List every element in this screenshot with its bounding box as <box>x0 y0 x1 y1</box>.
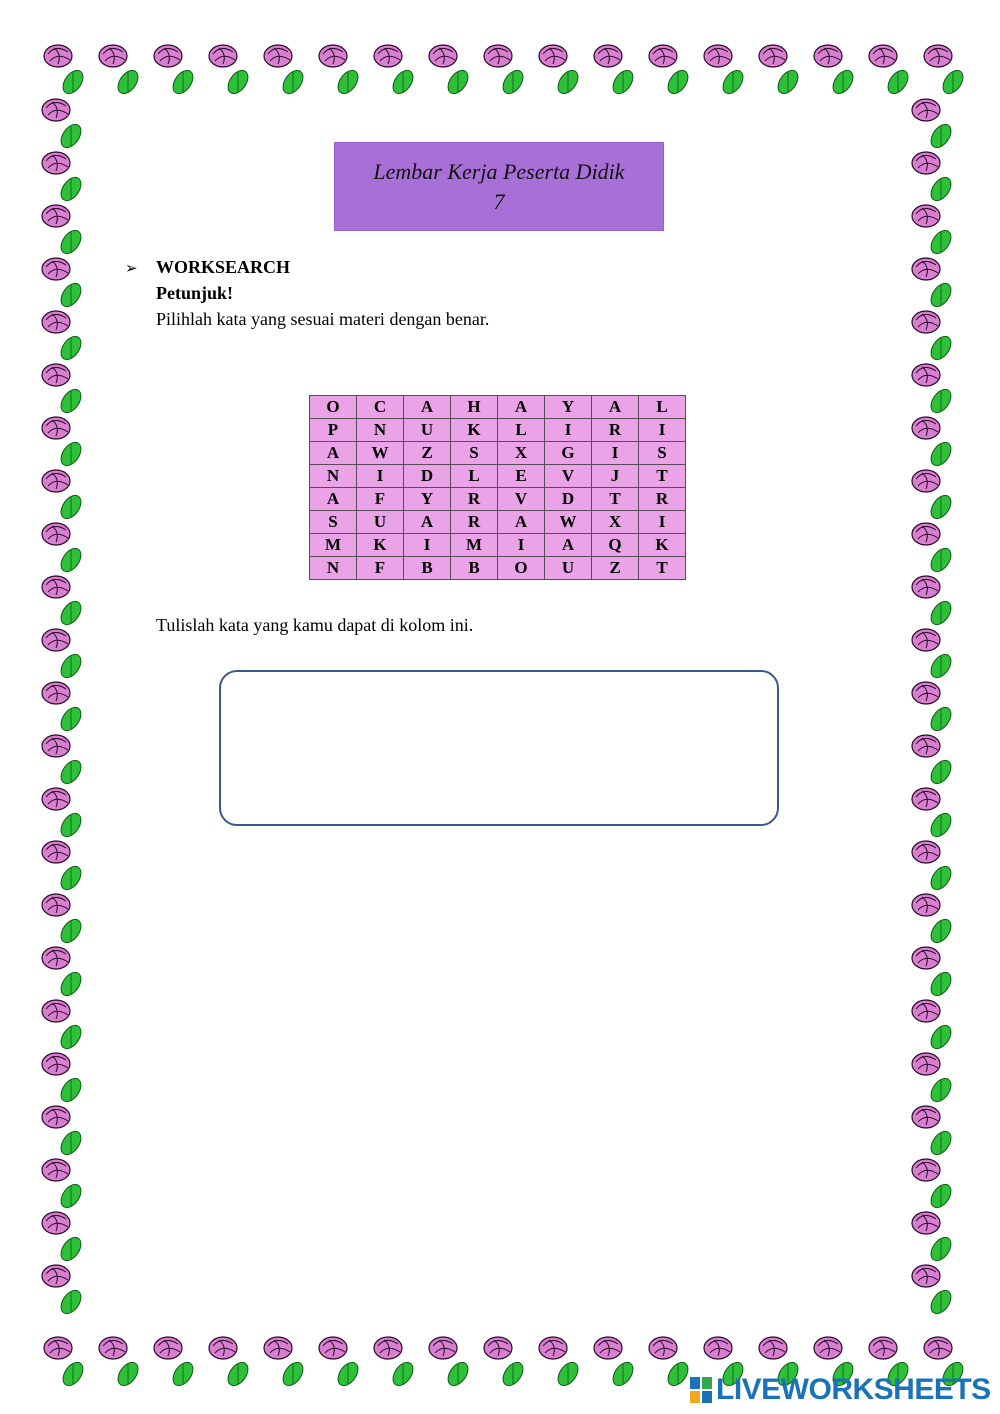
rose-icon <box>42 417 85 469</box>
grid-cell[interactable]: Y <box>545 396 592 419</box>
rose-icon <box>154 45 197 97</box>
brand-name: LIVEWORKSHEETS <box>716 1373 991 1406</box>
rose-icon <box>44 45 87 97</box>
grid-cell[interactable]: R <box>451 488 498 511</box>
rose-icon <box>42 1000 85 1052</box>
grid-cell[interactable]: U <box>357 511 404 534</box>
grid-row <box>310 534 686 557</box>
rose-icon <box>42 523 85 575</box>
rose-icon <box>912 205 955 257</box>
grid-cell[interactable]: M <box>310 534 357 557</box>
grid-cell[interactable]: A <box>498 396 545 419</box>
grid-cell[interactable]: H <box>451 396 498 419</box>
rose-icon <box>759 45 802 97</box>
rose-icon <box>42 788 85 840</box>
rose-icon <box>42 576 85 628</box>
grid-cell[interactable]: Q <box>592 534 639 557</box>
rose-icon <box>99 1337 142 1389</box>
grid-cell[interactable]: V <box>498 488 545 511</box>
rose-icon <box>42 947 85 999</box>
rose-icon <box>649 1337 692 1389</box>
grid-cell[interactable]: I <box>498 534 545 557</box>
rose-icon <box>912 1000 955 1052</box>
arrow-bullet-icon: ➢ <box>125 259 138 277</box>
rose-icon <box>42 311 85 363</box>
rose-icon <box>912 735 955 787</box>
grid-cell[interactable]: Y <box>404 488 451 511</box>
rose-icon <box>429 1337 472 1389</box>
grid-cell[interactable]: K <box>639 534 686 557</box>
grid-cell[interactable]: A <box>592 396 639 419</box>
rose-icon <box>924 45 967 97</box>
rose-icon <box>912 470 955 522</box>
rose-icon <box>484 1337 527 1389</box>
rose-icon <box>374 45 417 97</box>
rose-icon <box>209 1337 252 1389</box>
grid-cell[interactable]: X <box>592 511 639 534</box>
grid-cell[interactable]: I <box>639 511 686 534</box>
grid-cell[interactable]: V <box>545 465 592 488</box>
rose-icon <box>912 629 955 681</box>
grid-cell[interactable]: E <box>498 465 545 488</box>
grid-cell[interactable]: I <box>639 419 686 442</box>
rose-icon <box>869 45 912 97</box>
grid-row <box>310 442 686 465</box>
answer-prompt: Tulislah kata yang kamu dapat di kolom ini. <box>156 615 474 635</box>
rose-icon <box>912 1159 955 1211</box>
rose-icon <box>99 45 142 97</box>
grid-cell[interactable]: C <box>357 396 404 419</box>
rose-icon <box>319 1337 362 1389</box>
grid-cell[interactable]: L <box>639 396 686 419</box>
rose-icon <box>42 735 85 787</box>
rose-icon <box>42 1053 85 1105</box>
grid-cell[interactable]: O <box>498 557 545 580</box>
grid-cell[interactable]: W <box>545 511 592 534</box>
rose-icon <box>264 1337 307 1389</box>
rose-icon <box>42 1106 85 1158</box>
grid-row <box>310 465 686 488</box>
rose-icon <box>42 470 85 522</box>
grid-cell[interactable]: T <box>592 488 639 511</box>
grid-cell[interactable]: I <box>545 419 592 442</box>
grid-cell[interactable]: J <box>592 465 639 488</box>
grid-cell[interactable]: S <box>639 442 686 465</box>
rose-icon <box>154 1337 197 1389</box>
answer-box[interactable] <box>219 670 779 826</box>
section-heading: WORKSEARCH <box>156 257 291 277</box>
rose-icon <box>42 629 85 681</box>
grid-row <box>310 557 686 580</box>
grid-cell[interactable]: I <box>404 534 451 557</box>
grid-cell[interactable]: R <box>592 419 639 442</box>
liveworksheets-logo <box>690 1374 991 1406</box>
grid-cell[interactable]: D <box>404 465 451 488</box>
grid-cell[interactable]: T <box>639 465 686 488</box>
grid-cell[interactable]: O <box>310 396 357 419</box>
grid-cell[interactable]: B <box>404 557 451 580</box>
rose-icon <box>594 1337 637 1389</box>
grid-cell[interactable]: X <box>498 442 545 465</box>
rose-icon <box>42 1265 85 1317</box>
grid-cell[interactable]: A <box>404 511 451 534</box>
rose-icon <box>429 45 472 97</box>
worksheet-title-box <box>334 142 664 231</box>
rose-icon <box>42 99 85 151</box>
rose-icon <box>319 45 362 97</box>
rose-icon <box>912 364 955 416</box>
rose-icon <box>209 45 252 97</box>
worksheet-title: Lembar Kerja Peserta Didik <box>373 158 625 184</box>
rose-icon <box>912 947 955 999</box>
grid-row <box>310 511 686 534</box>
rose-icon <box>912 576 955 628</box>
grid-cell[interactable]: U <box>404 419 451 442</box>
grid-row <box>310 396 686 419</box>
grid-cell[interactable]: N <box>310 465 357 488</box>
rose-icon <box>912 311 955 363</box>
grid-row <box>310 419 686 442</box>
grid-cell[interactable]: N <box>357 419 404 442</box>
grid-cell[interactable]: S <box>310 511 357 534</box>
rose-icon <box>912 523 955 575</box>
grid-row <box>310 488 686 511</box>
instruction-text: Pilihlah kata yang sesuai materi dengan benar. <box>156 309 490 329</box>
rose-icon <box>42 258 85 310</box>
liveworksheets-logo-icon <box>690 1377 712 1403</box>
grid-cell[interactable]: S <box>451 442 498 465</box>
rose-icon <box>42 682 85 734</box>
rose-icon <box>912 788 955 840</box>
rose-icon <box>374 1337 417 1389</box>
grid-cell[interactable]: A <box>545 534 592 557</box>
rose-icon <box>42 152 85 204</box>
grid-cell[interactable]: A <box>310 488 357 511</box>
grid-cell[interactable]: R <box>639 488 686 511</box>
grid-cell[interactable]: L <box>451 465 498 488</box>
grid-cell[interactable]: I <box>592 442 639 465</box>
rose-icon <box>912 1053 955 1105</box>
rose-icon <box>912 417 955 469</box>
grid-cell[interactable]: K <box>451 419 498 442</box>
grid-cell[interactable]: I <box>357 465 404 488</box>
rose-icon <box>912 894 955 946</box>
grid-cell[interactable]: N <box>310 557 357 580</box>
rose-icon <box>594 45 637 97</box>
grid-cell[interactable]: P <box>310 419 357 442</box>
grid-cell[interactable]: T <box>639 557 686 580</box>
grid-cell[interactable]: B <box>451 557 498 580</box>
rose-icon <box>704 45 747 97</box>
rose-icon <box>42 894 85 946</box>
grid-cell[interactable]: L <box>498 419 545 442</box>
rose-icon <box>912 258 955 310</box>
grid-cell[interactable]: F <box>357 557 404 580</box>
rose-icon <box>912 1212 955 1264</box>
rose-icon <box>44 1337 87 1389</box>
grid-cell[interactable]: A <box>310 442 357 465</box>
grid-cell[interactable]: G <box>545 442 592 465</box>
grid-cell[interactable]: Z <box>404 442 451 465</box>
word-search-grid <box>309 395 686 580</box>
grid-cell[interactable]: R <box>451 511 498 534</box>
rose-icon <box>912 1106 955 1158</box>
rose-icon <box>539 45 582 97</box>
rose-icon <box>912 682 955 734</box>
grid-cell[interactable]: D <box>545 488 592 511</box>
grid-cell[interactable]: W <box>357 442 404 465</box>
rose-icon <box>42 841 85 893</box>
rose-icon <box>912 841 955 893</box>
worksheet-number: 7 <box>493 188 505 214</box>
section-subheading: Petunjuk! <box>156 283 234 303</box>
grid-cell[interactable]: U <box>545 557 592 580</box>
rose-icon <box>484 45 527 97</box>
grid-cell[interactable]: M <box>451 534 498 557</box>
rose-icon <box>264 45 307 97</box>
grid-cell[interactable]: Z <box>592 557 639 580</box>
rose-icon <box>42 205 85 257</box>
rose-icon <box>814 45 857 97</box>
grid-cell[interactable]: F <box>357 488 404 511</box>
rose-icon <box>42 1159 85 1211</box>
rose-icon <box>539 1337 582 1389</box>
rose-icon <box>912 1265 955 1317</box>
rose-icon <box>42 364 85 416</box>
rose-icon <box>912 99 955 151</box>
grid-cell[interactable]: A <box>404 396 451 419</box>
rose-icon <box>42 1212 85 1264</box>
grid-cell[interactable]: K <box>357 534 404 557</box>
grid-cell[interactable]: A <box>498 511 545 534</box>
rose-icon <box>649 45 692 97</box>
rose-icon <box>912 152 955 204</box>
